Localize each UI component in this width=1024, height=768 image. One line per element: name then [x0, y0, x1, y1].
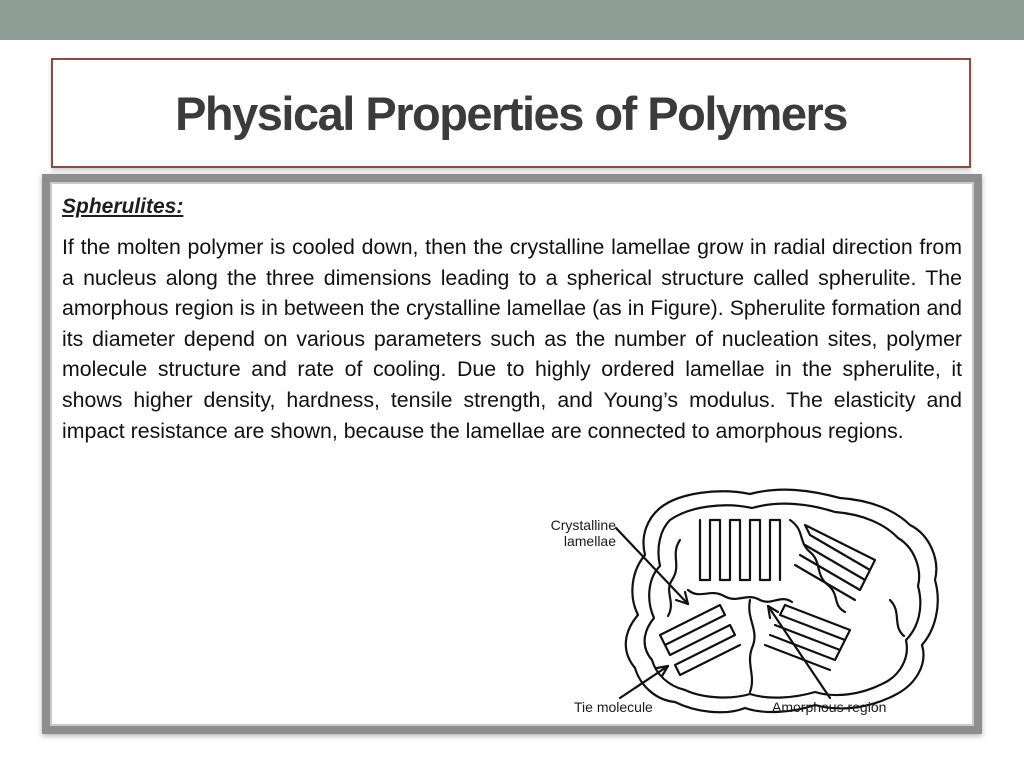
label-amorphous-region: Amorphous region [772, 699, 887, 715]
lamellae-lower-left [660, 605, 740, 675]
body-paragraph: If the molten polymer is cooled down, then the crystalline lamellae grow in radial direction from a nucleus along the three dimensions leading to a spherical structure called spherulite. The amorphous region is in between the crystalline lamellae (as in Figure). Spherulite formation and its diameter depend on various parameters such as the number of nucleation sites, polymer molecule structure and rate of cooling. Due to highly ordered lamellae in the spherulite, it shows higher density, hardness, tensile strength, and Young’s modulus. The elasticity and impact resistance are shown, because the lamellae are connected to amorphous regions. [62, 235, 962, 443]
amorphous-wave-2 [749, 600, 754, 692]
lamellae-right [795, 525, 875, 600]
title-box [51, 58, 971, 168]
amorphous-wave-1 [688, 590, 792, 602]
top-band [0, 0, 1024, 40]
lamellae-lower-right [765, 605, 850, 670]
spherulite-figure [510, 480, 960, 725]
section-heading: Spherulites: [62, 195, 184, 218]
amorphous-wave-5 [890, 600, 904, 636]
slide-title: Physical Properties of Polymers [175, 86, 847, 140]
label-tie-molecule: Tie molecule [574, 699, 653, 715]
amorphous-wave-4 [668, 540, 680, 616]
content-frame [42, 174, 982, 734]
label-crystalline-lamellae: Crystalline lamellae [550, 517, 616, 549]
lamellae-top [700, 520, 780, 580]
arrow-tie [620, 666, 668, 698]
content-body [62, 192, 962, 446]
